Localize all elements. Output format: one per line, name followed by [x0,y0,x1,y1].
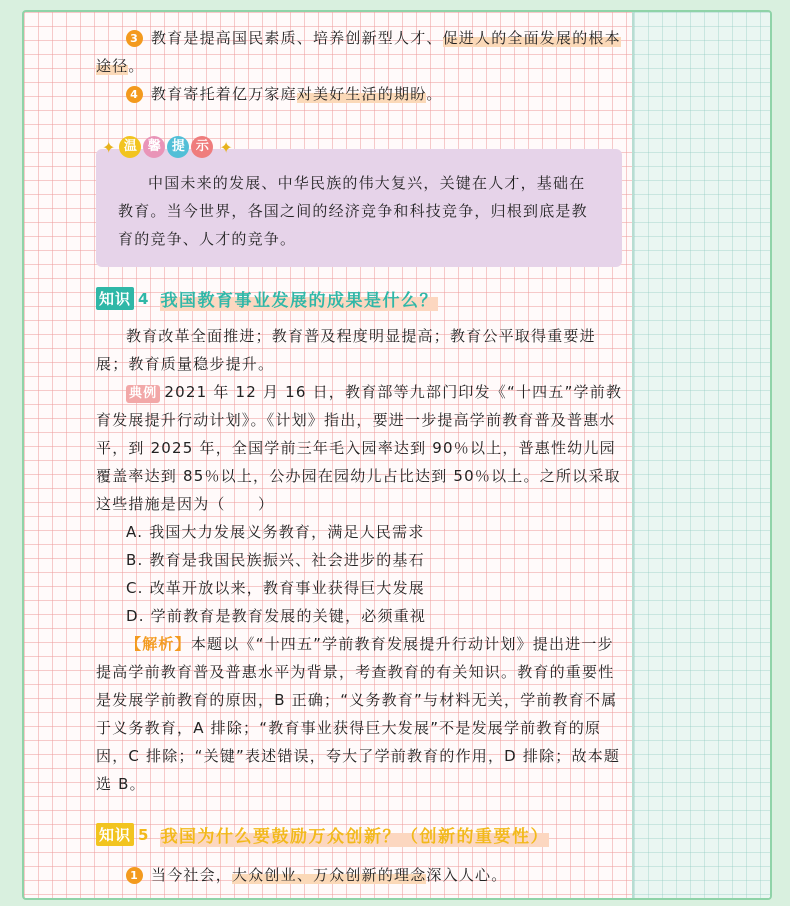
item-highlight: 大众创业、万众创新的理念 [232,866,427,884]
item-3 [96,24,626,80]
item-highlight: 促进人的全面发展的根本途径 [96,29,621,75]
section-5-item-1 [96,861,626,889]
notebook-page [22,10,772,900]
tip-char: 温 [119,136,141,158]
option-b: B. 教育是我国民族振兴、社会进步的基石 [126,551,425,569]
sparkle-icon: ✦ [219,137,233,157]
item-highlight: 对美好生活的期盼 [296,85,427,103]
section-summary: 教育改革全面推进；教育普及程度明显提高；教育公平取得重要进展；教育质量稳步提升。 [96,327,596,373]
section-title: 我国为什么要鼓励万众创新？（创新的重要性） [160,822,549,847]
example-text: 2021 年 12 月 16 日，教育部等九部门印发《“十四五”学前教育发展提升行动计划》。《计划》指出，要进一步提高学前教育普及普惠水平，到 2025 年，全国学前三年毛入园率达到 90％以上，普惠性幼儿园覆盖率达到 85％以上，公办园在园幼儿占比达到 50％以上。之所以采取这些措施是因为（ ） [96,383,623,513]
section-4-heading [96,286,438,311]
top-items [96,24,626,108]
section-number: 5 [138,825,149,844]
section-5-heading [96,822,549,847]
item-text-end: 深入人心。 [426,866,508,884]
item-text: 教育寄托着亿万家庭 [151,85,297,103]
item-number: 4 [126,86,143,103]
section-number: 4 [138,289,149,308]
analysis [96,630,626,798]
section-tag: 知识 [96,823,134,846]
tip-text: 中国未来的发展、中华民族的伟大复兴，关键在人才，基础在教育。当今世界，各国之间的经济竞争和科技竞争，归根到底是教育的竞争、人才的竞争。 [118,174,588,248]
item-number: 3 [126,30,143,47]
option-c: C. 改革开放以来，教育事业获得巨大发展 [126,579,426,597]
tip-char: 提 [167,136,189,158]
item-text: 教育是提高国民素质、培养创新型人才、 [151,29,443,47]
tip-box [96,149,622,267]
analysis-text: 本题以《“十四五”学前教育发展提升行动计划》提出进一步提高学前教育普及普惠水平为背景，考查教育的有关知识。教育的重要性是发展学前教育的原因，B 正确；“义务教育”与材料无关，学前教育不属于义务教育，A 排除；“教育事业获得巨大发展”不是发展学前教育的原因，C 排除；“关键”表述错误，夸大了学前教育的作用，D 排除；故本题选 B。 [96,635,621,793]
example-tag: 典例 [126,385,160,403]
option-d: D. 学前教育是教育发展的关键，必须重视 [126,607,427,625]
item-4 [96,80,626,108]
section-5-body [96,861,626,889]
tip-char: 示 [191,136,213,158]
item-text-end: 。 [128,57,145,75]
example [96,378,626,518]
item-number: 1 [126,867,143,884]
side-margin [632,12,770,898]
section-title: 我国教育事业发展的成果是什么？ [160,286,438,311]
option-a: A. 我国大力发展义务教育，满足人民需求 [126,523,425,541]
item-text-end: 。 [426,85,443,103]
tip-char: 馨 [143,136,165,158]
section-4-body [96,322,626,798]
analysis-label: 【解析】 [126,635,191,653]
tip-label [98,132,237,162]
section-tag: 知识 [96,287,134,310]
sparkle-icon: ✦ [102,137,116,157]
item-text: 当今社会， [151,866,233,884]
